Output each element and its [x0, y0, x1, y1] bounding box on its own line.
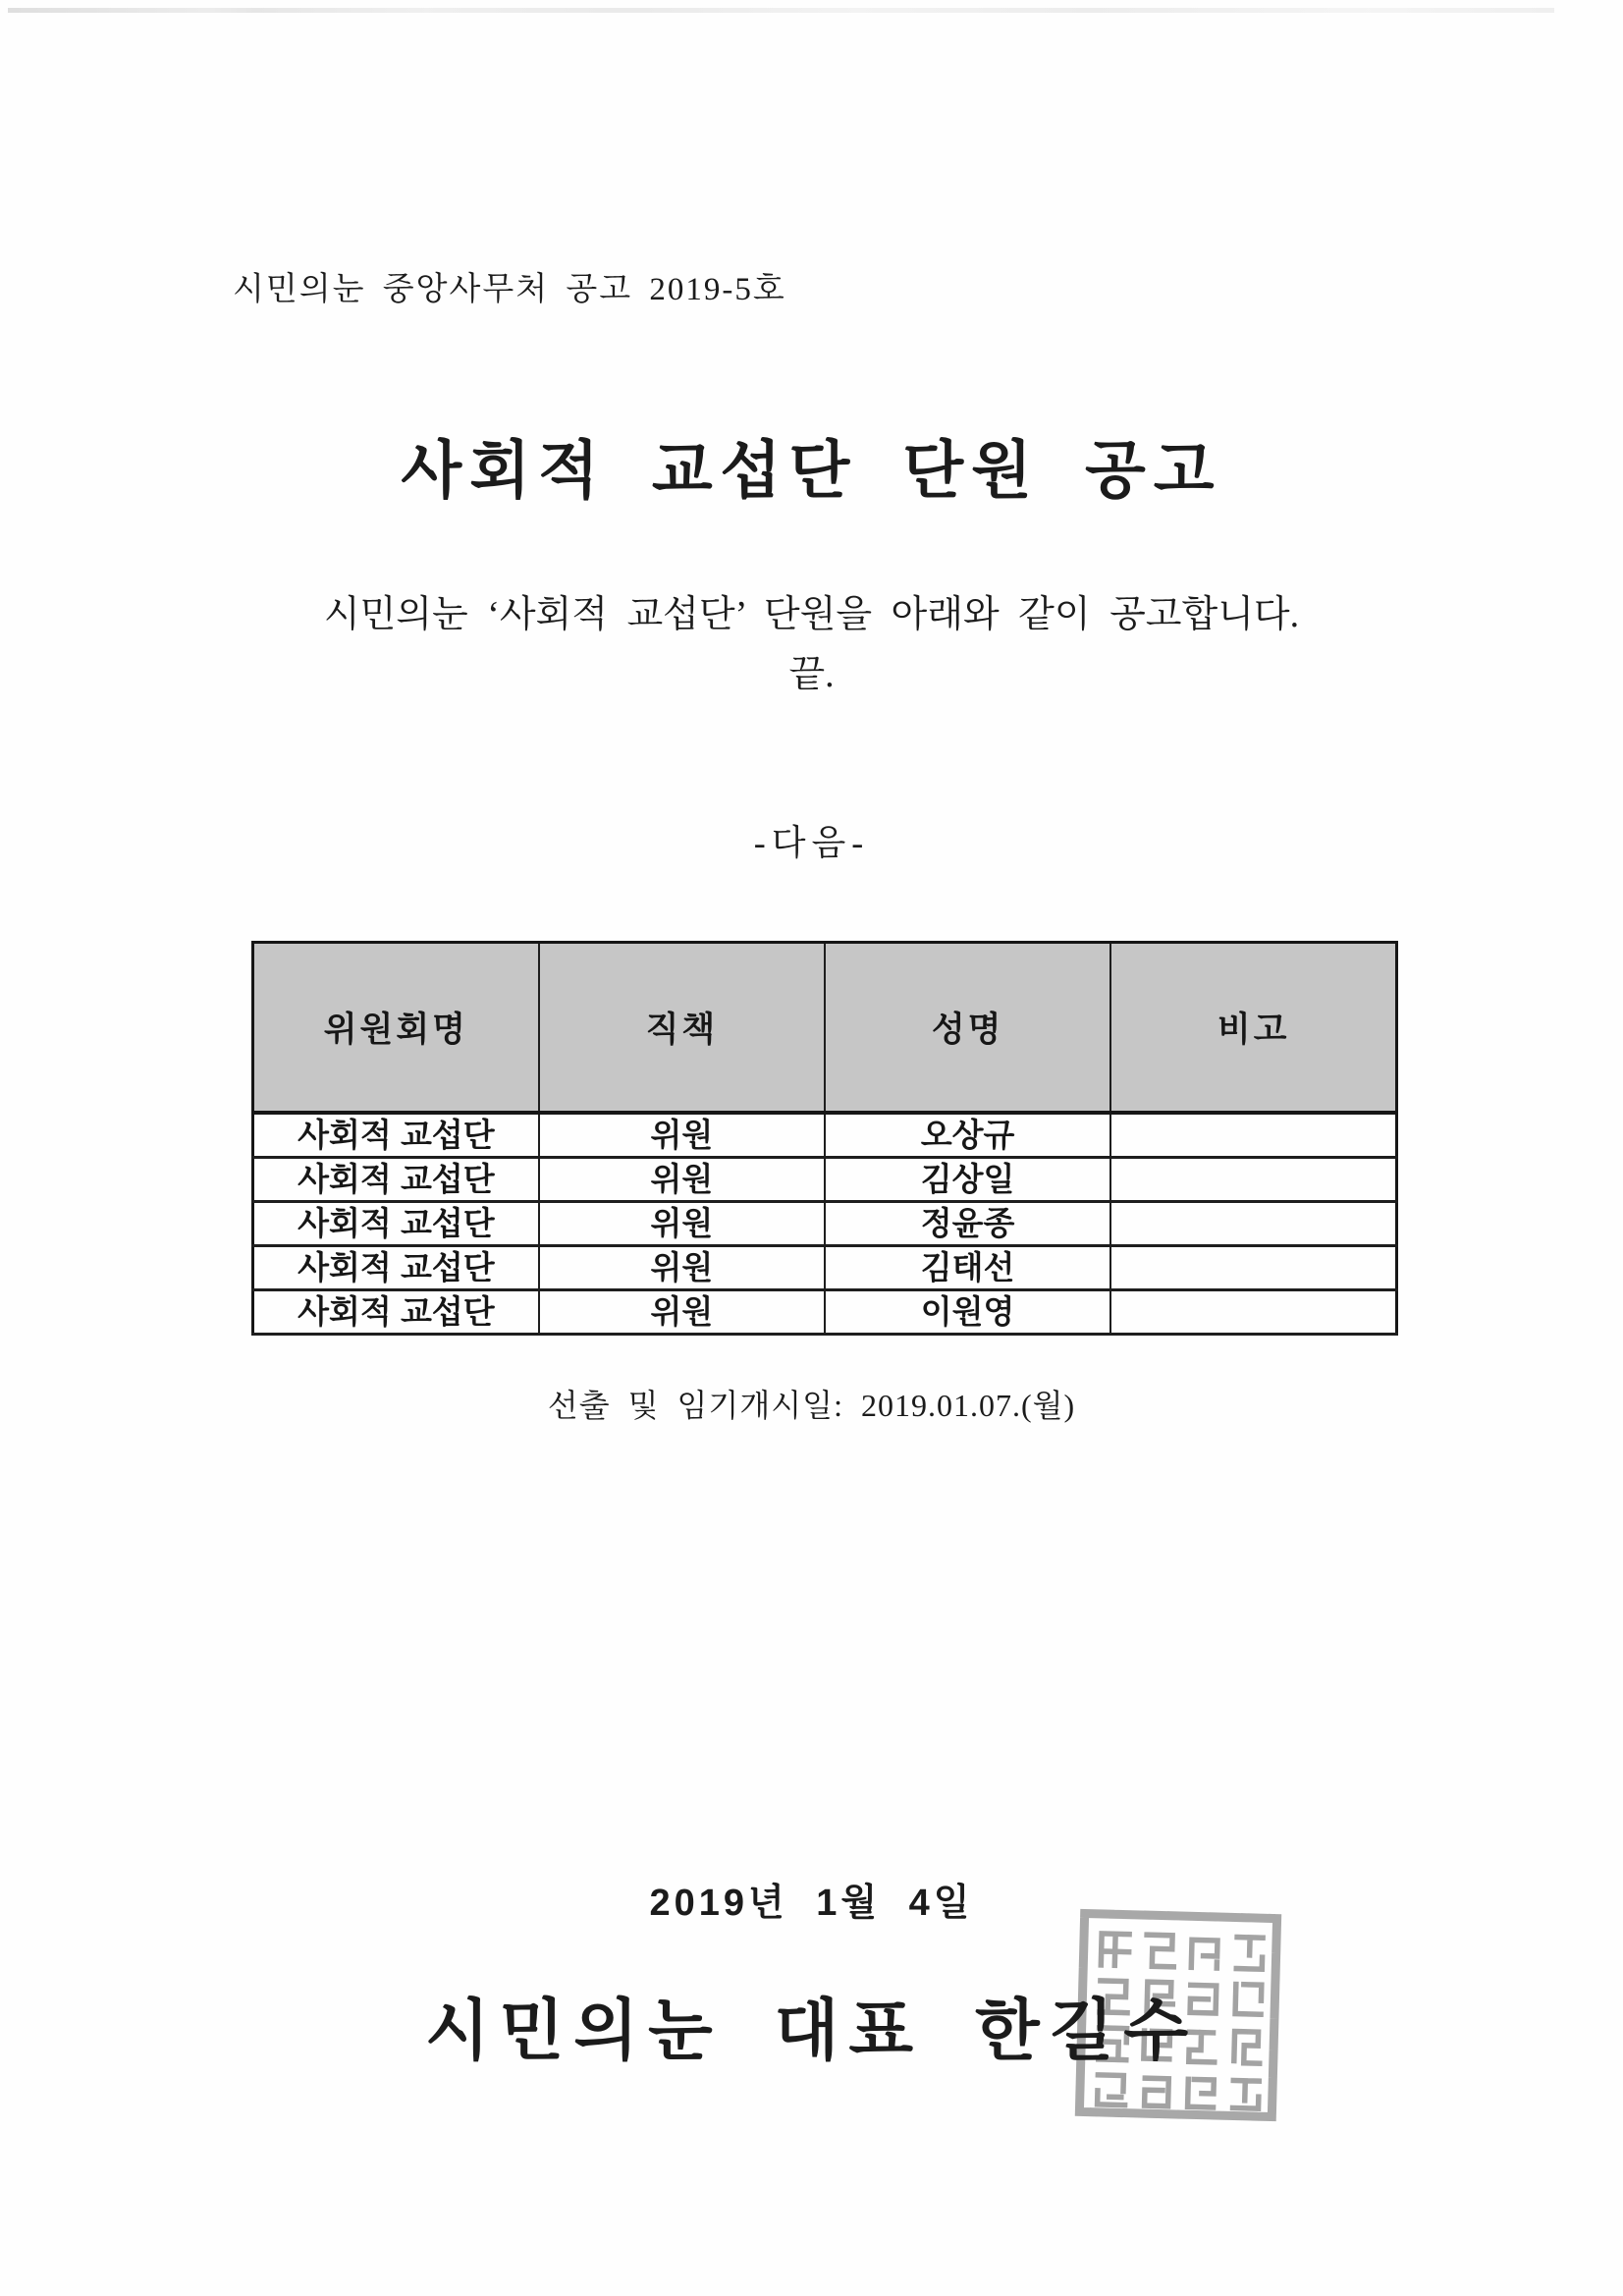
cell-remarks: [1110, 1202, 1396, 1246]
committee-member-table: [251, 941, 1398, 1336]
column-header-name: 성명: [825, 943, 1110, 1114]
doc-number: 시민의눈 중앙사무처 공고 2019-5호: [233, 272, 786, 307]
column-header-remarks: 비고: [1110, 943, 1396, 1114]
end-marker: 끝.: [788, 654, 835, 695]
representative-signature: 시민의눈 대표 한길수: [424, 1994, 1199, 2068]
table-row: [253, 1113, 1397, 1158]
column-header-committee-name: 위원회명: [253, 943, 539, 1114]
cell-member-name: 김상일: [825, 1158, 1110, 1202]
cell-remarks: [1110, 1113, 1396, 1158]
section-divider: -다음-: [753, 823, 870, 862]
cell-committee-name: 사회적 교섭단: [253, 1290, 539, 1335]
cell-position: 위원: [539, 1158, 825, 1202]
cell-position: 위원: [539, 1202, 825, 1246]
table-header-row: [253, 943, 1397, 1114]
table-row: [253, 1202, 1397, 1246]
scan-edge-artifact: [8, 8, 1554, 13]
cell-committee-name: 사회적 교섭단: [253, 1158, 539, 1202]
page-title: 사회적 교섭단 단원 공고: [401, 436, 1222, 506]
cell-member-name: 정윤종: [825, 1202, 1110, 1246]
announcement-date: 2019년 1월 4일: [649, 1883, 974, 1924]
cell-position: 위원: [539, 1246, 825, 1290]
cell-remarks: [1110, 1246, 1396, 1290]
cell-committee-name: 사회적 교섭단: [253, 1113, 539, 1158]
announcement-body-text: 시민의눈 ‘사회적 교섭단’ 단원을 아래와 같이 공고합니다.: [323, 594, 1300, 635]
cell-member-name: 이원영: [825, 1290, 1110, 1335]
cell-member-name: 오상규: [825, 1113, 1110, 1158]
term-start-note: 선출 및 임기개시일: 2019.01.07.(월): [547, 1388, 1076, 1423]
cell-position: 위원: [539, 1113, 825, 1158]
cell-committee-name: 사회적 교섭단: [253, 1246, 539, 1290]
table-row: [253, 1290, 1397, 1335]
table-row: [253, 1246, 1397, 1290]
cell-remarks: [1110, 1158, 1396, 1202]
cell-position: 위원: [539, 1290, 825, 1335]
cell-remarks: [1110, 1290, 1396, 1335]
cell-member-name: 김태선: [825, 1246, 1110, 1290]
table-row: [253, 1158, 1397, 1202]
column-header-position: 직책: [539, 943, 825, 1114]
cell-committee-name: 사회적 교섭단: [253, 1202, 539, 1246]
